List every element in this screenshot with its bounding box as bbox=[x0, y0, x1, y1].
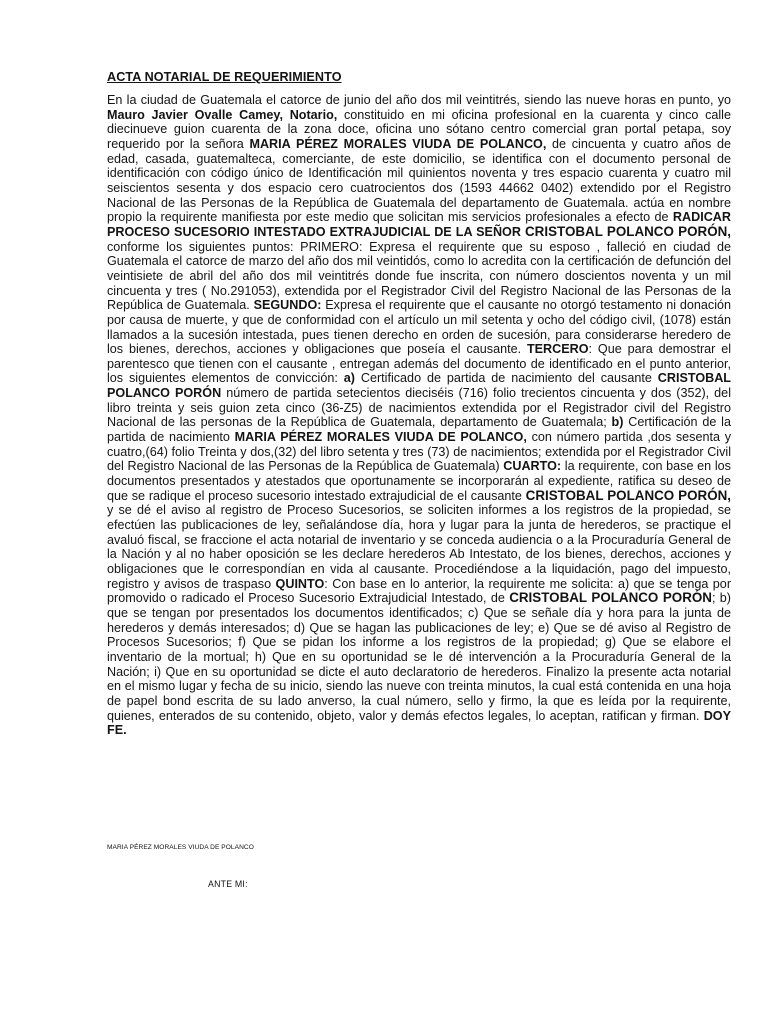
bold-text-run: TERCERO bbox=[526, 342, 589, 357]
bold-text-run: a) bbox=[343, 371, 355, 386]
text-run: : Que para demostrar el parentesco que tienen con el causante , entregan además del documento de identificado en el punto anterior, los siguientes elementos de convicción: bbox=[107, 342, 732, 386]
document-body bbox=[107, 93, 731, 738]
bold-text-run: MARIA PÉREZ MORALES VIUDA DE POLANCO, bbox=[249, 136, 547, 151]
bold-text-run: CRISTOBAL POLANCO PORÓN, bbox=[525, 223, 731, 239]
text-run: Certificado de partida de nacimiento del causante bbox=[354, 371, 658, 386]
bold-text-run: DOY FE. bbox=[107, 708, 731, 738]
bold-text-run: CRISTOBAL POLANCO PORÓN bbox=[509, 590, 712, 606]
bold-text-run: RADICAR PROCESO SUCESORIO INTESTADO EXTRAJUDICIAL DE LA SEÑOR bbox=[107, 210, 731, 239]
bold-text-run: CRISTOBAL POLANCO PORÓN bbox=[107, 371, 731, 401]
text-run: la requirente, con base en los documentos presentados y atestados que oportunamente se incorporarán al expediente, ratifica su deseo de que se radique el proceso sucesorio intestado extrajudicial de el causante bbox=[107, 459, 731, 503]
text-run: con número partida ,dos sesenta y cuatro,(64) folio Treinta y dos,(32) del libro setenta y tres (73) de nacimientos; extendida por el Registrador Civil del Registro Nacional de las Personas de la República de Guatemala) bbox=[107, 430, 732, 474]
bold-text-run: CRISTOBAL POLANCO PORÓN, bbox=[525, 487, 732, 503]
ante-mi-label: ANTE MI: bbox=[208, 879, 248, 889]
bold-text-run: Mauro Javier Ovalle Camey, Notario, bbox=[107, 107, 338, 122]
bold-text-run: b) bbox=[611, 415, 624, 430]
bold-text-run: SEGUNDO: bbox=[253, 298, 322, 313]
text-run: constituido en mi oficina profesional en la cuarenta y cinco calle diecinueve guion cuarenta de la zona doce, oficina uno sótano centro comercial gran portal petapa, soy requerido por la señora bbox=[107, 107, 731, 151]
bold-text-run: CUARTO: bbox=[503, 459, 562, 474]
text-run: : Con base en lo anterior, la requirente me solicita: a) que se tenga por promovido o radicado el Proceso Sucesorio Extrajudicial Intestado, de bbox=[107, 576, 732, 606]
bold-text-run: MARIA PÉREZ MORALES VIUDA DE POLANCO, bbox=[234, 430, 527, 445]
signature-name: MARIA PÉREZ MORALES VIUDA DE POLANCO bbox=[107, 844, 254, 851]
text-run: de cincuenta y cuatro años de edad, casada, guatemalteca, comerciante, de este domicilio, se identifica con el documento personal de identificación con código único de Identificación mil quinientos noventa y tres espacio cuarenta y cuatro mil seiscientos sesenta y dos espacio cero cuatrocientos dos (1593 44662 0402) extendido por el Registro Nacional de las Personas de la República de Guatemala del departamento de Guatemala. actúa en nombre propio la requirente manifiesta por este medio que solicitan mis servicios profesionales a efecto de bbox=[107, 136, 731, 225]
text-run: Expresa el requirente que el causante no otorgó testamento ni donación por causa de muerte, y que de conformidad con el artículo un mil setenta y ocho del código civil, (1078) están llamados a la sucesión intestada, pues tienen derecho en orden de sucesión, para considerarse heredero de los bienes, derechos, acciones y obligaciones que poseía el causante. bbox=[107, 298, 731, 357]
text-run: conforme los siguientes puntos: PRIMERO: Expresa el requirente que su esposo , falleció en ciudad de Guatemala el catorce de marzo del año dos mil veintidós, como lo acredita con la certificación de defunción del veintisiete de abril del año dos mil veintitrés donde fue inscrita, con número doscientos noventa y un mil cincuenta y tres ( No.291053), extendida por el Registrador Civil del Registro Nacional de las Personas de la República de Guatemala. bbox=[107, 239, 731, 313]
text-run: Certificación de la partida de nacimiento bbox=[107, 415, 731, 445]
text-run: y se dé el aviso al registro de Proceso Sucesorios, se soliciten informes a los registros de la propiedad, se efectúen las publicaciones de ley, señalándose día, hora y lugar para la junta de herederos, se practique el avaluó fiscal, se fraccione el acta notarial de inventario y se conceda audiencia o a la Procuraduría General de la Nación y al no haber oposición se les declare herederos Ab Intestato, de los bienes, derechos, acciones y obligaciones que le correspondían en vida al causante. Procediéndose a la liquidación, pago del impuesto, registro y avisos de traspaso bbox=[107, 503, 731, 591]
text-run: En la ciudad de Guatemala el catorce de junio del año dos mil veintitrés, siendo las nueve horas en punto, yo bbox=[107, 93, 731, 107]
document-title: ACTA NOTARIAL DE REQUERIMIENTO bbox=[107, 70, 342, 84]
text-run: número de partida setecientos dieciséis (716) folio trecientos cincuenta y dos (352), del libro treinta y seis guion zeta cinco (36-Z5) de nacimientos extendida por el Registrador civil del Registro Nacional de las personas de la República de Guatemala, departamento de Guatemala; bbox=[107, 386, 731, 430]
text-run: ; b) que se tengan por presentados los documentos identificados; c) Que se señale día y hora para la junta de herederos y demás interesados; d) Que se hagan las publicaciones de ley; e) Que se dé aviso al Registro de Procesos Sucesorios; f) Que se pidan los informe a los registros de la propiedad; g) Que se elabore el inventario de la mortual; h) Que en su oportunidad se le dé intervención a la Procuraduría General de la Nación; i) Que en su oportunidad se dicte el auto declaratorio de herederos. Finalizo la presente acta notarial en el mismo lugar y fecha de su inicio, siendo las nueve con treinta minutos, la cual está contenida en una hoja de papel bond escrita de su lado anverso, la cual número, sello y firmo, la que es leída por la requirente, quienes, enterados de su contenido, objeto, valor y demás efectos legales, lo aceptan, ratifican y firman. bbox=[107, 591, 732, 723]
bold-text-run: QUINTO bbox=[275, 576, 325, 591]
